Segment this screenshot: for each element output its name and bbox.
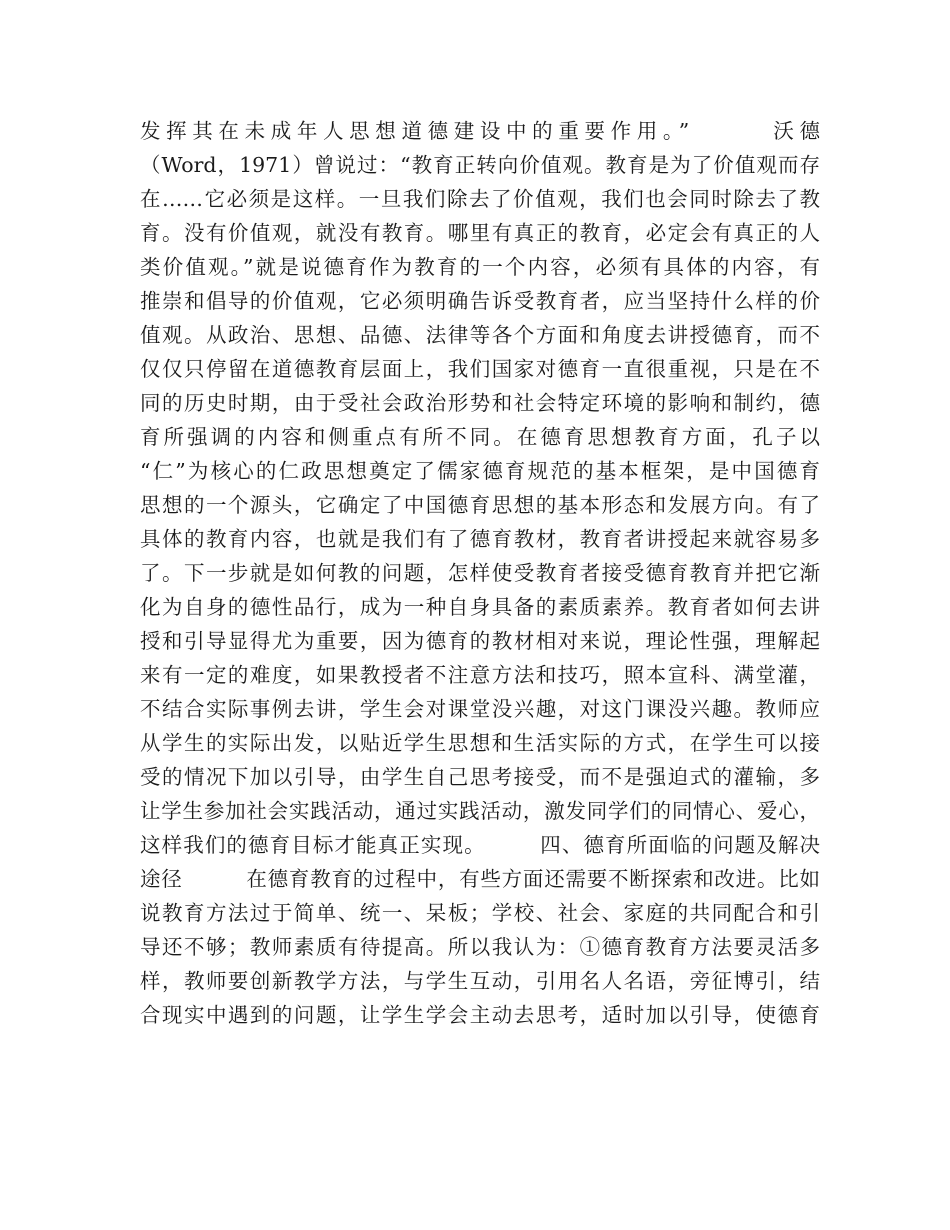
text-line: 受的情况下加以引导，由学生自己思考接受，而不是强迫式的灌输，多 bbox=[140, 765, 820, 789]
text-line: 这样我们的德育目标才能真正实现。 四、德育所面临的问题及解决 bbox=[140, 833, 820, 857]
text-line: 思想的一个源头，它确定了中国德育思想的基本形态和发展方向。有了 bbox=[140, 493, 820, 517]
text-line: 类价值观。”就是说德育作为教育的一个内容，必须有具体的内容，有 bbox=[140, 255, 820, 279]
text-line: 途径 在德育教育的过程中，有些方面还需要不断探索和改进。比如 bbox=[140, 867, 820, 891]
text-line: 从学生的实际出发，以贴近学生思想和生活实际的方式，在学生可以接 bbox=[140, 731, 820, 755]
text-line: 来有一定的难度，如果教授者不注意方法和技巧，照本宣科、满堂灌， bbox=[140, 663, 820, 687]
text-line: 了。下一步就是如何教的问题，怎样使受教育者接受德育教育并把它渐 bbox=[140, 561, 820, 585]
text-line: 合现实中遇到的问题，让学生学会主动去思考，适时加以引导，使德育 bbox=[140, 1003, 820, 1027]
text-line: 让学生参加社会实践活动，通过实践活动，激发同学们的同情心、爱心， bbox=[140, 799, 820, 823]
text-line: 育。没有价值观，就没有教育。哪里有真正的教育，必定会有真正的人 bbox=[140, 221, 820, 245]
text-line: 推崇和倡导的价值观，它必须明确告诉受教育者，应当坚持什么样的价 bbox=[140, 289, 820, 313]
text-line: 值观。从政治、思想、品德、法律等各个方面和角度去讲授德育，而不 bbox=[140, 323, 820, 347]
text-line: （Word，1971）曾说过：“教育正转向价值观。教育是为了价值观而存 bbox=[140, 153, 820, 177]
text-line: 仅仅只停留在道德教育层面上，我们国家对德育一直很重视，只是在不 bbox=[140, 357, 820, 381]
text-line: 样，教师要创新教学方法，与学生互动，引用名人名语，旁征博引，结 bbox=[140, 969, 820, 993]
text-line: 育所强调的内容和侧重点有所不同。在德育思想教育方面，孔子以 bbox=[140, 425, 820, 449]
text-line: 说教育方法过于简单、统一、呆板；学校、社会、家庭的共同配合和引 bbox=[140, 901, 820, 925]
text-line: 授和引导显得尤为重要，因为德育的教材相对来说，理论性强，理解起 bbox=[140, 629, 820, 653]
text-line: “仁”为核心的仁政思想奠定了儒家德育规范的基本框架，是中国德育 bbox=[140, 459, 820, 483]
text-line: 化为自身的德性品行，成为一种自身具备的素质素养。教育者如何去讲 bbox=[140, 595, 820, 619]
text-line: 不结合实际事例去讲，学生会对课堂没兴趣，对这门课没兴趣。教师应 bbox=[140, 697, 820, 721]
body-text bbox=[140, 114, 820, 1032]
text-line: 具体的教育内容，也就是我们有了德育教材，教育者讲授起来就容易多 bbox=[140, 527, 820, 551]
text-line: 发挥其在未成年人思想道德建设中的重要作用。” 沃德 bbox=[140, 119, 820, 143]
text-line: 导还不够；教师素质有待提高。所以我认为：①德育教育方法要灵活多 bbox=[140, 935, 820, 959]
text-line: 在……它必须是这样。一旦我们除去了价值观，我们也会同时除去了教 bbox=[140, 187, 820, 211]
text-line: 同的历史时期，由于受社会政治形势和社会特定环境的影响和制约，德 bbox=[140, 391, 820, 415]
